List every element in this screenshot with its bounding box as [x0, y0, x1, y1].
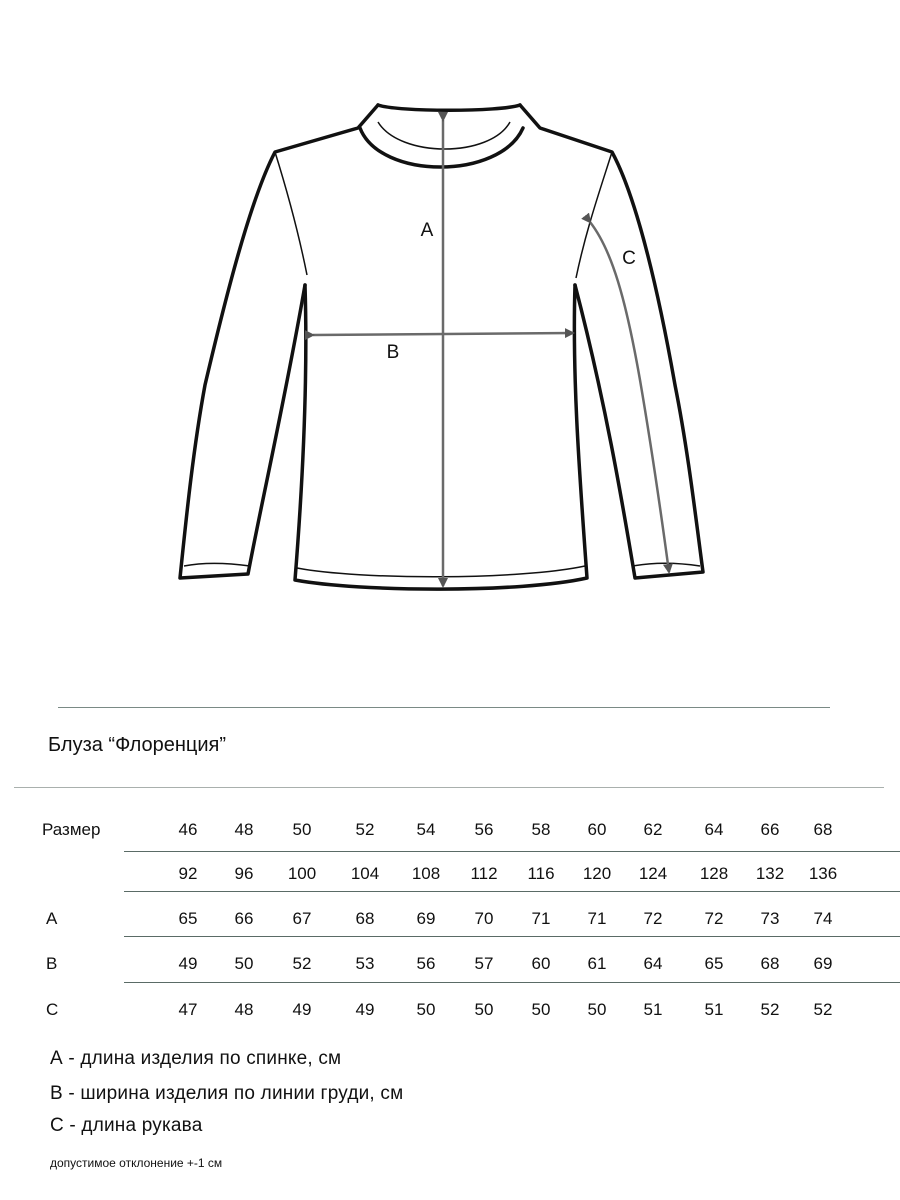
table-cell: 67 — [292, 909, 312, 928]
table-cell: 50 — [531, 1000, 551, 1019]
table-cell: 50 — [234, 954, 254, 973]
label-a: A — [420, 220, 434, 241]
table-cell: 64 — [704, 820, 724, 839]
table-cell: 72 — [643, 909, 663, 928]
label-b: B — [386, 342, 400, 363]
table-cell: 52 — [813, 1000, 833, 1019]
legend-item-c: С - длина рукава — [50, 1115, 203, 1136]
table-cell: 56 — [474, 820, 494, 839]
table-cell: 128 — [699, 864, 729, 883]
table-cell: 52 — [355, 820, 375, 839]
divider — [14, 787, 884, 788]
table-cell: 100 — [287, 864, 317, 883]
measure-arrows — [313, 120, 669, 586]
table-rule — [124, 936, 900, 937]
table-cell: 60 — [531, 954, 551, 973]
table-cell: 136 — [808, 864, 838, 883]
table-cell: 62 — [643, 820, 663, 839]
table-cell: 73 — [760, 909, 780, 928]
table-cell: 65 — [178, 909, 198, 928]
row-label: A — [46, 909, 58, 928]
table-cell: 124 — [638, 864, 668, 883]
tolerance-note: допустимое отклонение +-1 см — [50, 1156, 223, 1170]
table-cell: 69 — [813, 954, 833, 973]
table-cell: 49 — [292, 1000, 312, 1019]
table-cell: 104 — [350, 864, 380, 883]
table-cell: 71 — [531, 909, 551, 928]
legend-item-b: В - ширина изделия по линии груди, см — [50, 1083, 404, 1104]
table-row-chest — [0, 860, 900, 890]
table-cell: 53 — [355, 954, 375, 973]
table-cell: 71 — [587, 909, 607, 928]
table-cell: 56 — [416, 954, 436, 973]
table-rule — [124, 891, 900, 892]
table-cell: 68 — [813, 820, 833, 839]
table-cell: 50 — [416, 1000, 436, 1019]
table-cell: 68 — [355, 909, 375, 928]
table-cell: 70 — [474, 909, 494, 928]
table-cell: 72 — [704, 909, 724, 928]
table-cell: 132 — [755, 864, 785, 883]
blouse-outline — [180, 105, 703, 589]
table-cell: 49 — [178, 954, 198, 973]
table-cell: 50 — [292, 820, 312, 839]
table-cell: 112 — [470, 864, 498, 883]
page-title: Блуза “Флоренция” — [48, 734, 227, 756]
legend-item-a: А - длина изделия по спинке, см — [50, 1048, 342, 1069]
table-cell: 61 — [587, 954, 607, 973]
table-cell: 58 — [531, 820, 551, 839]
table-cell: 52 — [760, 1000, 780, 1019]
row-label: C — [46, 1000, 59, 1019]
table-cell: 54 — [416, 820, 436, 839]
table-row-sizes — [0, 816, 900, 846]
table-cell: 60 — [587, 820, 607, 839]
table-cell: 74 — [813, 909, 833, 928]
table-cell: 66 — [760, 820, 780, 839]
table-cell: 48 — [234, 1000, 254, 1019]
table-cell: 46 — [178, 820, 198, 839]
table-cell: 48 — [234, 820, 254, 839]
table-cell: 116 — [527, 864, 555, 883]
table-cell: 47 — [178, 1000, 198, 1019]
row-label: Размер — [42, 820, 101, 839]
divider — [58, 707, 830, 708]
table-cell: 69 — [416, 909, 436, 928]
table-cell: 51 — [704, 1000, 724, 1019]
table-cell: 49 — [355, 1000, 375, 1019]
table-cell: 68 — [760, 954, 780, 973]
table-cell: 120 — [582, 864, 612, 883]
table-cell: 50 — [587, 1000, 607, 1019]
table-cell: 64 — [643, 954, 663, 973]
row-label: B — [46, 954, 58, 973]
arrow-b — [313, 333, 573, 335]
table-cell: 92 — [178, 864, 198, 883]
table-row-b — [0, 950, 900, 980]
table-rule — [124, 982, 900, 983]
table-cell: 57 — [474, 954, 494, 973]
table-cell: 52 — [292, 954, 312, 973]
table-cell: 96 — [234, 864, 254, 883]
table-cell: 108 — [411, 864, 441, 883]
table-row-c — [0, 996, 900, 1026]
table-row-a — [0, 905, 900, 935]
table-cell: 65 — [704, 954, 724, 973]
table-cell: 51 — [643, 1000, 663, 1019]
table-cell: 66 — [234, 909, 254, 928]
table-cell: 50 — [474, 1000, 494, 1019]
label-c: C — [622, 248, 636, 269]
table-rule — [124, 851, 900, 852]
